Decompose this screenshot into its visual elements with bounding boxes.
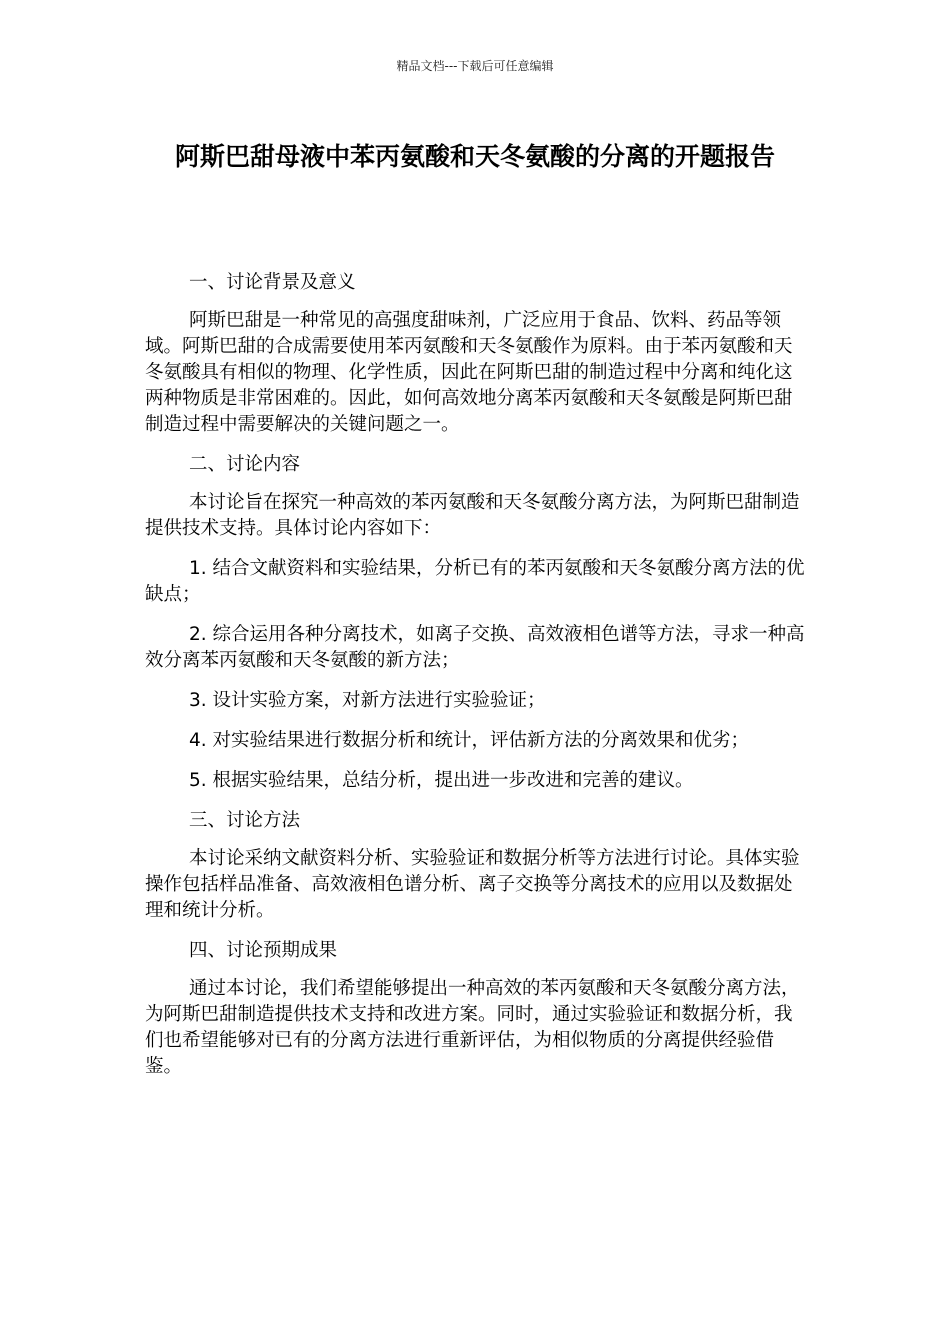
list-item: 3. 设计实验方案，对新方法进行实验验证； [189, 690, 546, 711]
list-item: 4. 对实验结果进行数据分析和统计，评估新方法的分离效果和优劣； [189, 730, 750, 751]
section-heading-content: 二、讨论内容 [189, 454, 301, 475]
list-item: 2. 综合运用各种分离技术，如离子交换、高效液相色谱等方法，寻求一种高效分离苯丙氨酸和天冬氨酸的新方法； [145, 624, 805, 671]
paragraph-content-intro: 本讨论旨在探究一种高效的苯丙氨酸和天冬氨酸分离方法，为阿斯巴甜制造提供技术支持。具体讨论内容如下： [145, 492, 800, 539]
paragraph-outcome: 通过本讨论，我们希望能够提出一种高效的苯丙氨酸和天冬氨酸分离方法，为阿斯巴甜制造提供技术支持和改进方案。同时，通过实验验证和数据分析，我们也希望能够对已有的分离方法进行重新评估，为相似物质的分离提供经验借鉴。 [145, 978, 800, 1077]
list-item: 1. 结合文献资料和实验结果，分析已有的苯丙氨酸和天冬氨酸分离方法的优缺点； [145, 558, 805, 605]
header-note: 精品文档---下载后可任意编辑 [396, 59, 554, 73]
section-heading-outcome: 四、讨论预期成果 [189, 940, 338, 961]
section-heading-method: 三、讨论方法 [189, 810, 301, 831]
paragraph-method: 本讨论采纳文献资料分析、实验验证和数据分析等方法进行讨论。具体实验操作包括样品准备、高效液相色谱分析、离子交换等分离技术的应用以及数据处理和统计分析。 [145, 848, 800, 921]
document-title: 阿斯巴甜母液中苯丙氨酸和天冬氨酸的分离的开题报告 [174, 142, 775, 171]
document-body [145, 270, 805, 1094]
list-item: 5. 根据实验结果，总结分析，提出进一步改进和完善的建议。 [189, 770, 694, 791]
section-heading-background: 一、讨论背景及意义 [189, 272, 356, 293]
paragraph-background: 阿斯巴甜是一种常见的高强度甜味剂，广泛应用于食品、饮料、药品等领域。阿斯巴甜的合成需要使用苯丙氨酸和天冬氨酸作为原料。由于苯丙氨酸和天冬氨酸具有相似的物理、化学性质，因此在阿斯巴甜的制造过程中分离和纯化这两种物质是非常困难的。因此，如何高效地分离苯丙氨酸和天冬氨酸是阿斯巴甜制造过程中需要解决的关键问题之一。 [145, 310, 793, 435]
